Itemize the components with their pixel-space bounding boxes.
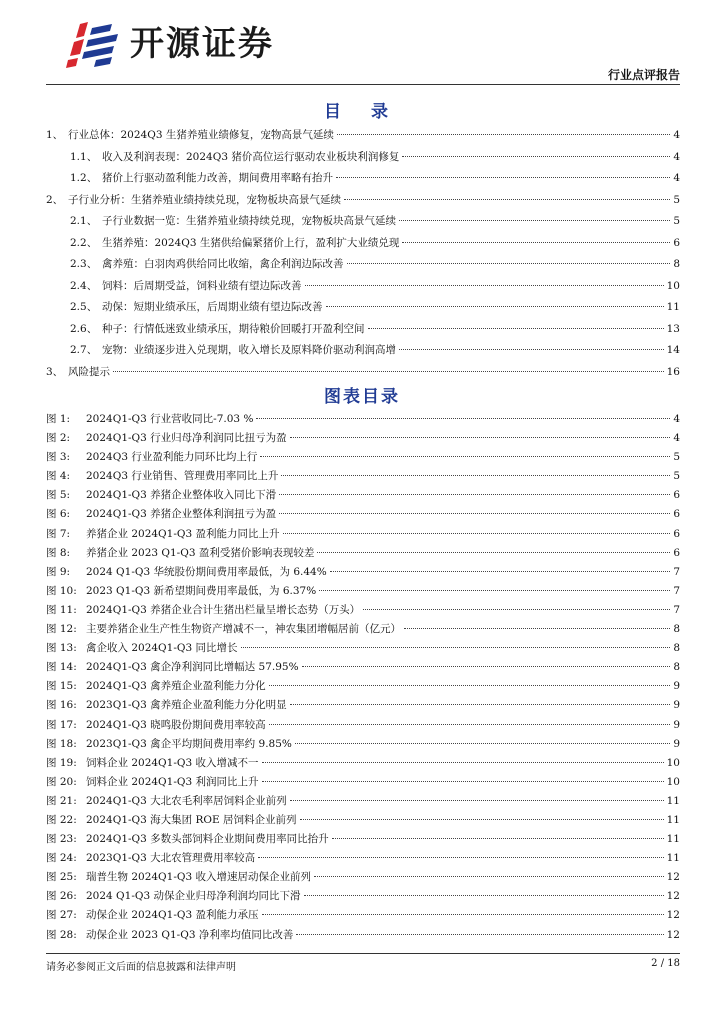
figure-page: 4 xyxy=(673,432,680,445)
figure-page: 6 xyxy=(673,508,680,521)
figure-title: 2024 Q1-Q3 动保企业归母净利润均同比下滑 xyxy=(86,890,301,903)
dot-leader xyxy=(258,857,663,858)
dot-leader xyxy=(260,456,670,457)
toc-page: 16 xyxy=(666,365,680,378)
figure-title: 2024Q1-Q3 禽企净利润同比增幅达 57.95% xyxy=(86,661,299,674)
figure-entry[interactable] xyxy=(46,793,680,812)
toc-page: 4 xyxy=(673,172,680,184)
figure-num: 图 22: xyxy=(46,813,77,826)
toc-entry[interactable] xyxy=(46,321,680,343)
figure-entry[interactable] xyxy=(46,468,680,487)
toc-title: 目 录 xyxy=(324,102,400,122)
dot-leader xyxy=(399,220,670,221)
figure-page: 12 xyxy=(666,871,680,884)
figure-entry[interactable] xyxy=(46,411,680,430)
figure-title: 2024Q1-Q3 多数头部饲料企业期间费用率同比抬升 xyxy=(86,833,329,846)
figure-num: 图 15: xyxy=(46,680,77,693)
figure-num: 图 27: xyxy=(46,909,77,922)
dot-leader xyxy=(319,590,670,591)
toc-title: 禽养殖：白羽肉鸡供给同比收缩，禽企利润边际改善 xyxy=(102,258,344,270)
dot-leader xyxy=(402,242,670,243)
figure-title: 2023Q1-Q3 大北农管理费用率较高 xyxy=(86,852,256,865)
figures-title: 图表目录 xyxy=(324,387,400,407)
dot-leader xyxy=(262,914,664,915)
figure-title: 饲料企业 2024Q1-Q3 收入增减不一 xyxy=(86,756,259,769)
toc-title: 风险提示 xyxy=(68,365,110,378)
toc-num: 2、 xyxy=(46,193,64,206)
figure-num: 图 4: xyxy=(46,470,71,483)
figure-title: 2024Q1-Q3 行业营收同比-7.03 % xyxy=(86,413,254,425)
figure-entry[interactable] xyxy=(46,545,680,564)
figure-page: 7 xyxy=(673,565,680,578)
brand-logo-icon xyxy=(66,18,126,70)
figure-page: 10 xyxy=(666,756,680,769)
footer-disclaimer: 请务必参阅正文后面的信息披露和法律声明 xyxy=(46,962,236,973)
figure-page: 11 xyxy=(666,813,680,826)
figure-page: 9 xyxy=(673,718,680,731)
figure-page: 7 xyxy=(673,603,680,616)
figure-page: 12 xyxy=(666,909,680,922)
figure-entry[interactable] xyxy=(46,621,680,640)
figure-entry[interactable] xyxy=(46,755,680,774)
figure-num: 图 10: xyxy=(46,584,77,597)
toc-num: 1.1、 xyxy=(70,150,98,163)
toc-title: 种子：行情低迷致业绩承压，期待粮价回暖打开盈利空间 xyxy=(102,322,365,335)
figure-title: 2024Q3 行业销售、管理费用率同比上升 xyxy=(86,470,279,483)
figure-title: 2024Q1-Q3 养猪企业整体收入同比下滑 xyxy=(86,489,277,502)
toc-page: 4 xyxy=(673,129,680,141)
figure-title: 禽企收入 2024Q1-Q3 同比增长 xyxy=(86,642,238,655)
dot-leader xyxy=(404,628,670,629)
figure-title: 2024Q1-Q3 行业归母净利润同比扭亏为盈 xyxy=(86,432,287,445)
toc-title: 猪价上行驱动盈利能力改善，期间费用率略有抬升 xyxy=(102,172,333,184)
dot-leader xyxy=(344,199,670,200)
dot-leader xyxy=(337,134,670,135)
toc-page: 11 xyxy=(666,301,680,313)
dot-leader xyxy=(317,552,670,553)
figure-page: 11 xyxy=(666,852,680,865)
dot-leader xyxy=(363,609,670,610)
figure-num: 图 25: xyxy=(46,871,77,884)
toc-entry[interactable] xyxy=(46,299,680,321)
page-header xyxy=(46,14,680,84)
figure-entry[interactable] xyxy=(46,697,680,716)
figure-title: 2024Q1-Q3 晓鸣股份期间费用率较高 xyxy=(86,718,266,731)
figure-entry[interactable] xyxy=(46,659,680,678)
figure-entry[interactable] xyxy=(46,831,680,850)
dot-leader xyxy=(330,571,671,572)
figure-page: 8 xyxy=(673,623,680,636)
dot-leader xyxy=(269,724,671,725)
figure-page: 4 xyxy=(673,413,680,425)
figure-title: 2024Q1-Q3 大北农毛利率居饲料企业前列 xyxy=(86,794,287,807)
figure-page: 8 xyxy=(673,661,680,674)
figure-entry[interactable] xyxy=(46,602,680,621)
figure-num: 图 20: xyxy=(46,775,77,788)
dot-leader xyxy=(368,328,664,329)
figure-num: 图 23: xyxy=(46,833,77,846)
toc-title: 生猪养殖：2024Q3 生猪供给偏紧猪价上行，盈利扩大业绩兑现 xyxy=(102,236,400,249)
dot-leader xyxy=(304,895,664,896)
figure-entry[interactable] xyxy=(46,506,680,525)
figure-num: 图 1: xyxy=(46,413,71,425)
figure-title: 2023 Q1-Q3 新希望期间费用率最低，为 6.37% xyxy=(86,584,317,597)
toc-num: 1.2、 xyxy=(70,172,98,184)
figure-entry[interactable] xyxy=(46,449,680,468)
toc-page: 10 xyxy=(666,279,680,292)
toc-title: 宠物：业绩逐步进入兑现期，收入增长及原料降价驱动利润高增 xyxy=(102,344,396,356)
figure-entry[interactable] xyxy=(46,736,680,755)
dot-leader xyxy=(262,781,664,782)
figure-num: 图 11: xyxy=(46,603,77,616)
figure-title: 2023Q1-Q3 禽企平均期间费用率约 9.85% xyxy=(86,737,292,750)
figure-num: 图 2: xyxy=(46,432,71,445)
figure-num: 图 16: xyxy=(46,699,77,712)
dot-leader xyxy=(302,666,671,667)
dot-leader xyxy=(399,349,664,350)
figure-title: 2023Q1-Q3 禽养殖企业盈利能力分化明显 xyxy=(86,699,287,712)
figure-num: 图 8: xyxy=(46,546,71,559)
toc-title: 饲料：后周期受益，饲料业绩有望边际改善 xyxy=(102,279,302,292)
toc-entry[interactable] xyxy=(46,342,680,364)
figure-title: 动保企业 2024Q1-Q3 盈利能力承压 xyxy=(86,909,259,922)
toc-num: 2.7、 xyxy=(70,344,98,356)
figure-page: 11 xyxy=(666,833,680,846)
dot-leader xyxy=(332,838,664,839)
toc-num: 3、 xyxy=(46,365,64,378)
report-type: 行业点评报告 xyxy=(607,68,680,82)
figure-num: 图 21: xyxy=(46,794,77,807)
toc-title: 收入及利润表现：2024Q3 猪价高位运行驱动农业板块利润修复 xyxy=(102,150,400,163)
figure-num: 图 17: xyxy=(46,718,77,731)
figure-num: 图 5: xyxy=(46,489,71,502)
figure-entry[interactable] xyxy=(46,526,680,545)
toc-entry[interactable] xyxy=(46,149,680,171)
figure-page: 9 xyxy=(673,737,680,750)
footer-divider xyxy=(46,953,680,954)
figure-entry[interactable] xyxy=(46,869,680,888)
figure-num: 图 13: xyxy=(46,642,77,655)
figure-entry[interactable] xyxy=(46,564,680,583)
toc-entry[interactable] xyxy=(46,235,680,257)
figure-page: 9 xyxy=(673,699,680,712)
figure-title: 养猪企业 2023 Q1-Q3 盈利受猪价影响表现较差 xyxy=(86,546,315,559)
figure-title: 主要养猪企业生产性生物资产增减不一，神农集团增幅居前（亿元） xyxy=(86,623,401,636)
dot-leader xyxy=(283,533,671,534)
brand-logo xyxy=(66,18,274,70)
toc-page: 14 xyxy=(666,344,680,356)
brand-name: 开源证券 xyxy=(130,24,274,64)
figure-num: 图 28: xyxy=(46,928,77,941)
figure-page: 7 xyxy=(673,584,680,597)
dot-leader xyxy=(279,494,670,495)
figure-page: 9 xyxy=(673,680,680,693)
toc-entry[interactable] xyxy=(46,192,680,214)
toc-entry[interactable] xyxy=(46,127,680,149)
figure-entry[interactable] xyxy=(46,850,680,869)
dot-leader xyxy=(262,762,664,763)
toc-entry[interactable] xyxy=(46,213,680,235)
figure-num: 图 9: xyxy=(46,565,71,578)
toc-page: 5 xyxy=(673,215,680,227)
figure-entry[interactable] xyxy=(46,927,680,946)
figure-entry[interactable] xyxy=(46,583,680,602)
figure-entry[interactable] xyxy=(46,717,680,736)
toc-page: 8 xyxy=(673,258,680,270)
dot-leader xyxy=(314,876,664,877)
toc-page: 13 xyxy=(666,322,680,335)
header-divider xyxy=(46,84,680,85)
figure-entry[interactable] xyxy=(46,678,680,697)
figure-title: 瑞普生物 2024Q1-Q3 收入增速居动保企业前列 xyxy=(86,871,312,884)
figure-title: 养猪企业 2024Q1-Q3 盈利能力同比上升 xyxy=(86,527,280,540)
dot-leader xyxy=(269,685,671,686)
figure-page: 5 xyxy=(673,470,680,483)
dot-leader xyxy=(347,263,671,264)
page-footer xyxy=(46,958,680,973)
figure-entry[interactable] xyxy=(46,430,680,449)
figures-list xyxy=(46,411,680,946)
figure-title: 2024 Q1-Q3 华统股份期间费用率最低，为 6.44% xyxy=(86,565,327,578)
figure-page: 6 xyxy=(673,546,680,559)
toc-entry[interactable] xyxy=(46,256,680,278)
dot-leader xyxy=(290,704,671,705)
figure-num: 图 12: xyxy=(46,623,77,636)
toc-title: 子行业分析：生猪养殖业绩持续兑现，宠物板块高景气延续 xyxy=(68,193,341,206)
toc-num: 2.1、 xyxy=(70,215,98,227)
dot-leader xyxy=(113,371,664,372)
dot-leader xyxy=(279,513,670,514)
figure-num: 图 3: xyxy=(46,451,71,464)
figure-page: 6 xyxy=(673,527,680,540)
toc-num: 2.3、 xyxy=(70,258,98,270)
toc-page: 6 xyxy=(673,236,680,249)
figure-title: 动保企业 2023 Q1-Q3 净利率均值同比改善 xyxy=(86,928,294,941)
toc-num: 1、 xyxy=(46,129,64,141)
figure-num: 图 26: xyxy=(46,890,77,903)
figure-entry[interactable] xyxy=(46,888,680,907)
figure-title: 饲料企业 2024Q1-Q3 利润同比上升 xyxy=(86,775,259,788)
figure-page: 8 xyxy=(673,642,680,655)
toc-entry[interactable] xyxy=(46,170,680,192)
dot-leader xyxy=(281,475,670,476)
figure-title: 2024Q1-Q3 养猪企业整体利润扭亏为盈 xyxy=(86,508,277,521)
toc-num: 2.4、 xyxy=(70,279,98,292)
figure-title: 2024Q1-Q3 海大集团 ROE 居饲料企业前列 xyxy=(86,813,297,826)
dot-leader xyxy=(295,743,670,744)
figure-title: 2024Q1-Q3 养猪企业合计生猪出栏量呈增长态势（万头） xyxy=(86,603,361,616)
figure-entry[interactable] xyxy=(46,640,680,659)
dot-leader xyxy=(256,418,670,419)
toc-list xyxy=(46,127,680,385)
dot-leader xyxy=(305,285,664,286)
figure-entry[interactable] xyxy=(46,487,680,506)
figure-page: 6 xyxy=(673,489,680,502)
figure-num: 图 18: xyxy=(46,737,77,750)
toc-entry[interactable] xyxy=(46,278,680,300)
figure-page: 12 xyxy=(666,928,680,941)
dot-leader xyxy=(290,437,671,438)
figure-page: 5 xyxy=(673,451,680,464)
dot-leader xyxy=(300,819,664,820)
dot-leader xyxy=(241,647,671,648)
toc-num: 2.6、 xyxy=(70,322,98,335)
toc-page: 4 xyxy=(673,150,680,163)
figure-entry[interactable] xyxy=(46,907,680,926)
figure-title: 2024Q3 行业盈利能力同环比均上行 xyxy=(86,451,258,464)
figure-entry[interactable] xyxy=(46,812,680,831)
toc-title: 动保：短期业绩承压，后周期业绩有望边际改善 xyxy=(102,301,323,313)
figure-entry[interactable] xyxy=(46,774,680,793)
dot-leader xyxy=(326,306,664,307)
toc-num: 2.5、 xyxy=(70,301,98,313)
toc-title: 子行业数据一览：生猪养殖业绩持续兑现，宠物板块高景气延续 xyxy=(102,215,396,227)
dot-leader xyxy=(296,934,663,935)
figure-page: 12 xyxy=(666,890,680,903)
dot-leader xyxy=(290,800,664,801)
toc-title: 行业总体：2024Q3 生猪养殖业绩修复，宠物高景气延续 xyxy=(68,129,334,141)
figure-num: 图 7: xyxy=(46,527,71,540)
figure-num: 图 14: xyxy=(46,661,77,674)
figure-num: 图 24: xyxy=(46,852,77,865)
figure-num: 图 19: xyxy=(46,756,77,769)
page-indicator: 2 / 18 xyxy=(651,958,680,969)
figure-title: 2024Q1-Q3 禽养殖企业盈利能力分化 xyxy=(86,680,266,693)
figure-num: 图 6: xyxy=(46,508,71,521)
dot-leader xyxy=(402,156,670,157)
figure-page: 10 xyxy=(666,775,680,788)
toc-page: 5 xyxy=(673,193,680,206)
dot-leader xyxy=(336,177,670,178)
toc-num: 2.2、 xyxy=(70,236,98,249)
figure-page: 11 xyxy=(666,794,680,807)
